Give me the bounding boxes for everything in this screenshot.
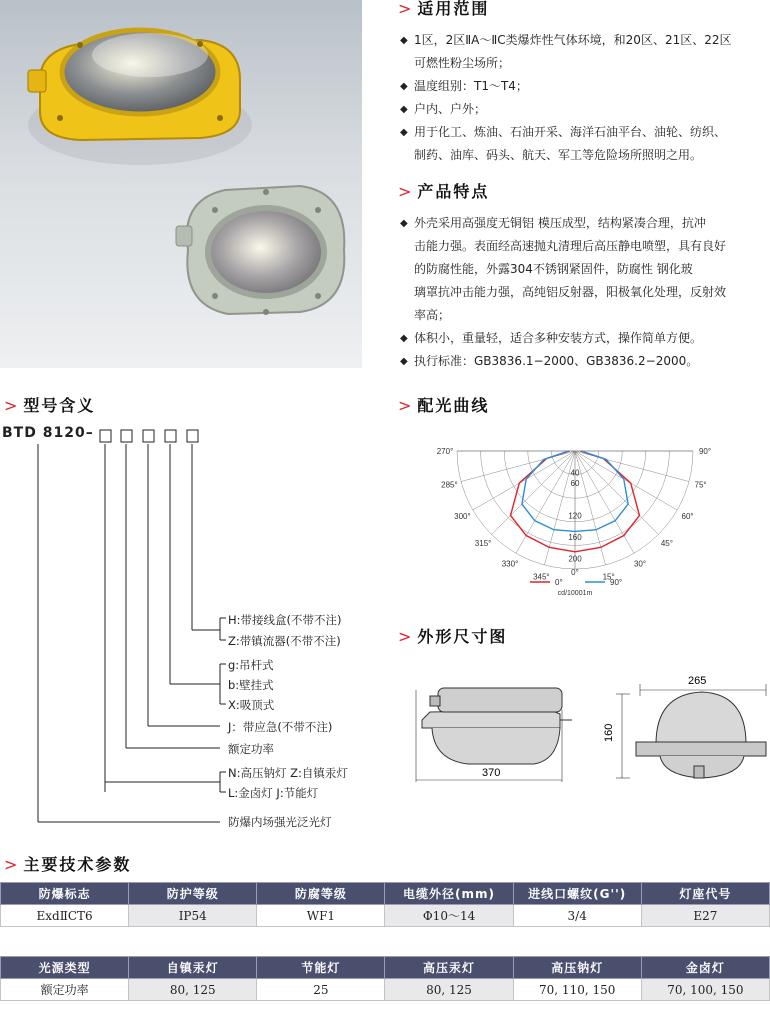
model-label-source-1: N:高压钠灯 Z:自镇汞灯 — [228, 766, 348, 780]
polar-radial-label: 60 — [570, 479, 580, 489]
table-cell: Φ10～14 — [385, 905, 513, 927]
tech-params-heading-text: 主要技术参数 — [23, 855, 132, 874]
application-heading-text: 适用范围 — [417, 0, 490, 18]
legend-label: 0° — [555, 578, 563, 587]
table-header-cell: 防腐等级 — [257, 883, 385, 905]
table-cell: E27 — [641, 905, 769, 927]
polar-angle-label: 45° — [660, 538, 673, 548]
heading-arrow-icon: > — [4, 855, 20, 874]
table-row — [1, 979, 770, 1001]
table-cell: 额定功率 — [1, 979, 129, 1001]
table-cell: 80, 125 — [129, 979, 257, 1001]
polar-spoke — [575, 451, 634, 553]
spec-table-2 — [0, 956, 770, 1001]
dimensions-heading-text: 外形尺寸图 — [417, 627, 508, 646]
features-heading — [398, 179, 489, 202]
list-item-line: ◆ 用于化工、炼油、石油开采、海洋石油平台、油轮、纺织、 — [414, 125, 727, 139]
model-number: 8120 — [42, 425, 86, 441]
model-label-x: X:吸顶式 — [228, 698, 275, 712]
model-meaning-heading-text: 型号含义 — [23, 396, 96, 415]
legend-label: 90° — [610, 578, 623, 587]
polar-angle-label: 300° — [454, 512, 471, 521]
table-cell: 80, 125 — [385, 979, 513, 1001]
list-item-line: ◆ 温度组别：T1～T4； — [414, 79, 528, 93]
polar-angle-label: 75° — [694, 480, 707, 490]
heading-arrow-icon: > — [398, 396, 414, 415]
spec-table-2-header-row — [1, 957, 770, 979]
heading-arrow-icon: > — [398, 0, 414, 18]
table-cell: ExdⅡCT6 — [1, 905, 129, 927]
model-label-b: b:壁挂式 — [228, 678, 274, 692]
application-list — [400, 29, 768, 167]
model-dash: – — [85, 425, 94, 441]
model-label-h: H:带接线盒(不带不注) — [228, 613, 342, 627]
polar-angle-label: 15° — [602, 572, 615, 582]
polar-spoke — [516, 451, 575, 553]
table-header-cell: 自镇汞灯 — [129, 957, 257, 979]
spec-table-1 — [0, 882, 770, 927]
dim-width: 265 — [688, 675, 707, 687]
table-header-cell: 防爆标志 — [1, 883, 129, 905]
list-item-line: 率高； — [414, 308, 451, 322]
polar-spoke — [473, 451, 575, 510]
table-cell: 70, 100, 150 — [641, 979, 769, 1001]
heading-arrow-icon: > — [398, 182, 414, 201]
product-photo — [0, 0, 362, 368]
polar-angle-label: 30° — [633, 559, 647, 569]
table-header-cell: 进线口螺纹(G'') — [513, 883, 641, 905]
table-row — [1, 905, 770, 927]
table-header-cell: 高压钠灯 — [513, 957, 641, 979]
light-curve-heading-text: 配光曲线 — [417, 396, 490, 415]
table-header-cell: 防护等级 — [129, 883, 257, 905]
spec-table-1-header-row — [1, 883, 770, 905]
table-cell: IP54 — [129, 905, 257, 927]
model-label-power: 额定功率 — [228, 742, 274, 756]
polar-angle-label: 345° — [533, 572, 550, 582]
table-cell: 3/4 — [513, 905, 641, 927]
polar-radial-label: 160 — [568, 532, 582, 542]
model-label-j: J：带应急(不带不注) — [228, 720, 333, 734]
polar-angle-label: 330° — [501, 559, 519, 569]
list-item — [400, 121, 768, 167]
polar-radial-label: 40 — [570, 468, 580, 478]
features-list — [400, 212, 768, 373]
polar-spoke — [492, 451, 575, 534]
table-cell: 25 — [257, 979, 385, 1001]
polar-unit: cd/10001m — [557, 590, 593, 597]
model-label-type: 防爆内场强光泛光灯 — [228, 815, 332, 829]
table-cell: 70, 110, 150 — [513, 979, 641, 1001]
dimension-drawing — [410, 670, 770, 800]
model-label-source-2: L:金卤灯 J:节能灯 — [228, 786, 319, 800]
heading-arrow-icon: > — [398, 627, 414, 646]
polar-spoke — [575, 451, 658, 534]
table-header-cell: 金卤灯 — [641, 957, 769, 979]
features-heading-text: 产品特点 — [417, 182, 490, 201]
light-curve-heading — [398, 393, 489, 416]
list-item-line: ◆ 体积小，重量轻，适合多种安装方式，操作简单方便。 — [414, 331, 703, 345]
table-header-cell: 节能灯 — [257, 957, 385, 979]
tech-params-heading — [4, 852, 131, 875]
polar-spoke — [575, 451, 677, 510]
polar-radial-label: 120 — [568, 511, 582, 521]
polar-angle-label: 315° — [474, 538, 492, 548]
list-item-line: ◆ 户内、户外； — [414, 102, 487, 116]
polar-angle-label: 90° — [698, 447, 712, 456]
application-heading — [398, 0, 489, 19]
dim-length: 370 — [482, 767, 501, 779]
list-item — [400, 327, 768, 350]
list-item-line: ◆ 1区，2区ⅡA～ⅡC类爆炸性气体环境，和20区、21区、22区 — [414, 33, 732, 47]
polar-angle-label: 60° — [681, 512, 694, 521]
table-header-cell: 灯座代号 — [641, 883, 769, 905]
model-box — [165, 430, 176, 442]
list-item — [400, 212, 768, 327]
list-item-line: 可燃性粉尘场所； — [414, 56, 511, 70]
list-item-line: 击能力强。表面经高速抛丸清理后高压静电喷塑，具有良好 — [414, 239, 727, 253]
list-item — [400, 29, 768, 75]
polar-angle-label: 285° — [441, 480, 458, 490]
heading-arrow-icon: > — [4, 396, 20, 415]
model-box — [187, 430, 198, 442]
model-label-z: Z:带镇流器(不带不注) — [228, 634, 341, 648]
model-box — [121, 430, 132, 442]
model-box — [100, 430, 111, 442]
polar-light-chart — [436, 437, 720, 597]
dimensions-heading — [398, 624, 507, 647]
polar-angle-label: 270° — [436, 447, 454, 456]
model-meaning-heading — [4, 393, 95, 416]
list-item-line: ◆ 外壳采用高强度无铜铝 模压成型，结构紧凑合理，抗冲 — [414, 216, 706, 230]
model-prefix: BTD — [2, 425, 37, 441]
polar-radial-label: 200 — [568, 554, 582, 564]
table-cell: WF1 — [257, 905, 385, 927]
dim-height: 160 — [603, 723, 615, 742]
table-header-cell: 高压汞灯 — [385, 957, 513, 979]
list-item — [400, 75, 768, 98]
table-header-cell: 光源类型 — [1, 957, 129, 979]
list-item-line: 制药、油库、码头、航天、军工等危险场所照明之用。 — [414, 148, 703, 162]
model-label-g: g:吊杆式 — [228, 658, 274, 672]
list-item-line: 的防腐性能，外露304不锈钢紧固件，防腐性 钢化玻 — [414, 262, 693, 276]
list-item — [400, 350, 768, 373]
model-box — [143, 430, 154, 442]
list-item — [400, 98, 768, 121]
table-header-cell: 电缆外径(mm) — [385, 883, 513, 905]
polar-angle-label: 0° — [571, 568, 579, 577]
product-photo-illustration — [0, 0, 362, 368]
list-item-line: ◆ 执行标准：GB3836.1−2000、GB3836.2−2000。 — [414, 354, 699, 368]
list-item-line: 璃罩抗冲击能力强，高纯铝反射器，阳极氧化处理，反射效 — [414, 285, 727, 299]
